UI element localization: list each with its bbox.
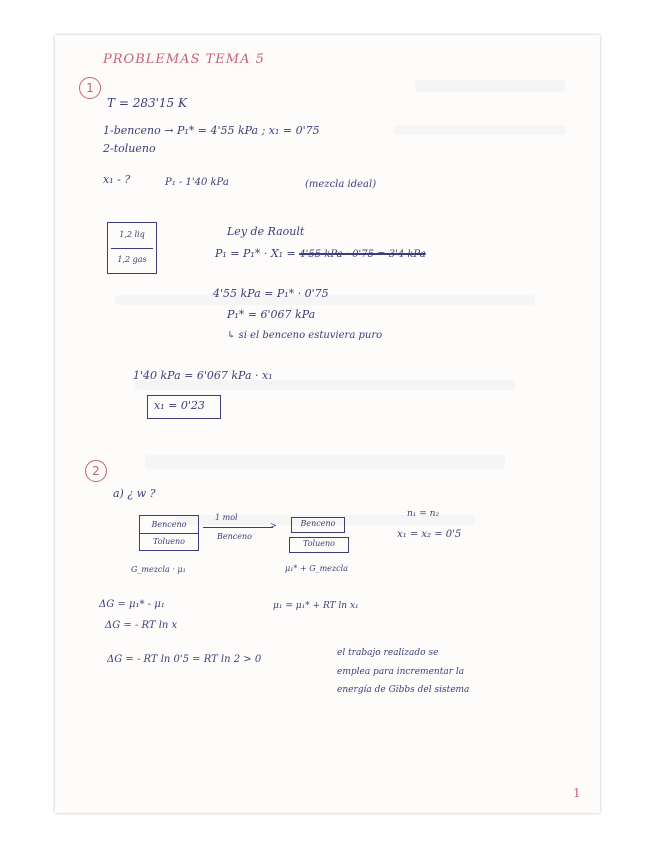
arrow-head-icon: > — [270, 521, 277, 530]
component-1: 1-benceno → P₁* = 4'55 kPa ; x₁ = 0'75 — [103, 124, 320, 137]
box-divider — [140, 533, 198, 534]
bleed-through — [145, 455, 505, 469]
page-title: PROBLEMAS TEMA 5 — [103, 52, 265, 67]
notebook-page — [55, 35, 600, 813]
separated-benzene-label: Benceno — [300, 519, 336, 528]
explanation-line-2: emplea para incrementar la — [337, 667, 465, 677]
gas-phase-label: 1,2 gas — [117, 255, 147, 264]
delta-g-equation-1: ΔG = μ₁* - μ₁ — [99, 599, 165, 610]
chemical-potential-equation: μ₁ = μ₁* + RT ln x₁ — [273, 601, 359, 611]
result-box — [147, 395, 221, 419]
calculation-3: 1'40 kPa = 6'067 kPa · x₁ — [133, 369, 273, 382]
transfer-arrow-line — [203, 527, 273, 528]
pressure-p1: P₁ - 1'40 kPa — [165, 177, 229, 188]
raoult-equation — [215, 247, 426, 260]
initial-mixture-box — [139, 515, 199, 551]
calculation-2: P₁* = 6'067 kPa — [227, 308, 316, 321]
raoult-law-title: Ley de Raoult — [227, 225, 305, 238]
transfer-substance: Benceno — [217, 532, 252, 541]
equal-fractions: x₁ = x₂ = 0'5 — [397, 529, 462, 540]
delta-g-equation-2: ΔG = - RT ln x — [105, 620, 178, 631]
bleed-through — [415, 80, 565, 92]
question-w: a) ¿ w ? — [113, 487, 156, 500]
phase-diagram-box — [107, 222, 157, 274]
phase-divider — [111, 248, 153, 249]
separated-benzene-box — [291, 517, 345, 533]
bleed-through — [395, 125, 565, 135]
separated-toluene-label: Tolueno — [303, 539, 335, 548]
problem-2-number: 2 — [85, 460, 107, 482]
component-2: 2-tolueno — [103, 142, 156, 155]
pure-benzene-note: ↳ si el benceno estuviera puro — [227, 330, 383, 341]
explanation-line-3: energía de Gibbs del sistema — [337, 685, 470, 695]
explanation-line-1: el trabajo realizado se — [337, 648, 439, 658]
temperature: T = 283'15 K — [107, 96, 187, 110]
result-x1: x₁ = 0'23 — [154, 399, 205, 412]
initial-benzene-label: Benceno — [151, 520, 187, 529]
separated-toluene-box — [289, 537, 349, 553]
equal-moles: n₁ = n₂ — [407, 509, 440, 519]
gibbs-final: μ₁* + G_mezcla — [285, 564, 348, 573]
question-x1: x₁ - ? — [103, 173, 131, 186]
initial-toluene-label: Tolueno — [153, 537, 185, 546]
raoult-struck-out: 4'55 kPa · 0'75 = 3'4 kPa — [299, 249, 426, 260]
transfer-amount: 1 mol — [215, 513, 238, 522]
delta-g-equation-3: ΔG = - RT ln 0'5 = RT ln 2 > 0 — [107, 654, 262, 665]
page-number: 1 — [573, 786, 581, 800]
liquid-phase-label: 1,2 liq — [119, 230, 145, 239]
raoult-equation-main: P₁ = P₁* · X₁ = — [215, 247, 296, 260]
problem-1-number: 1 — [79, 77, 101, 99]
calculation-1: 4'55 kPa = P₁* · 0'75 — [213, 287, 329, 300]
gibbs-initial: G_mezcla · μ₁ — [131, 565, 186, 574]
ideal-mixture: (mezcla ideal) — [305, 179, 377, 190]
